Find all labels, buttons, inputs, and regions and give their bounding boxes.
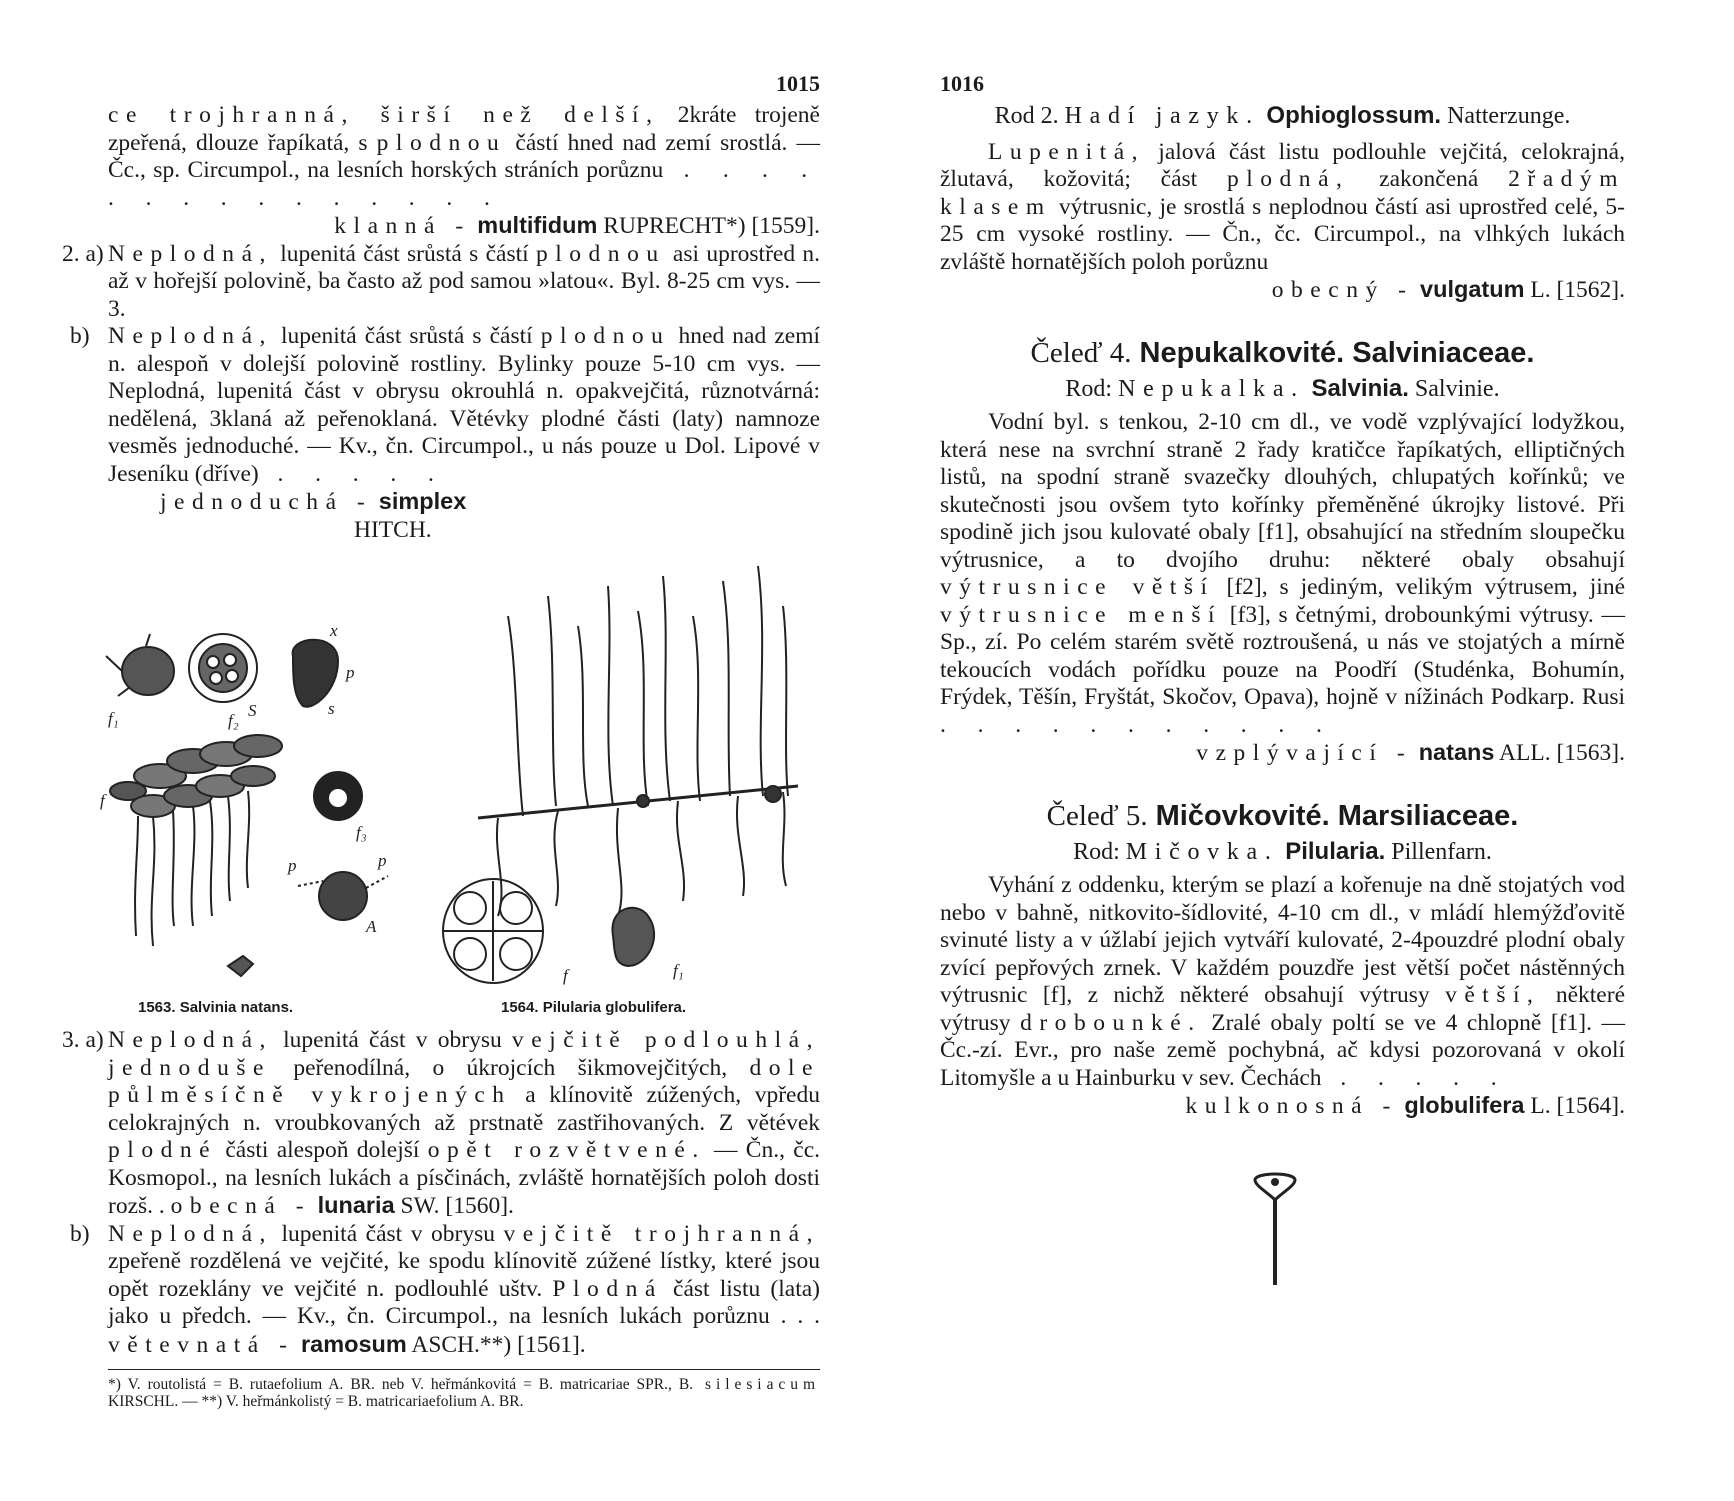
genus-salvinia-heading: Rod: Nepukalka. Salvinia. Salvinie. xyxy=(1065,374,1500,402)
salvinia-illustration xyxy=(98,626,428,986)
fig-label-f-pil: f xyxy=(563,966,568,985)
species-globulifera: kulkonosná - globulifera L. [1564]. xyxy=(1185,1092,1625,1119)
multifidum-paragraph: ce trojhranná, širší než delší, 2kráte trojeně zpeřená, dlouze řapíkatá, s plodnou částí hned nad zemí srostlá. — Čc., sp. Circumpol., na lesních horských stráních porůznu . . . . . . . . . . . . . . . xyxy=(108,102,820,211)
fig-label-f3: f₃ xyxy=(356,823,367,842)
left-page xyxy=(62,70,820,1410)
key-item-3a: 3. a) Neplodná, lupenitá část v obrysu vejčitě podlouhlá, jednoduše peřenodílná, o úkrojcích šikmovejčitých, dole půlměsíčně vykrojených a klínovitě zúžených, vpředu celokrajných n. vroubkovaných až prstnatě zastřihovaných. Z větévek plodné části alespoň dolejší opět rozvětvené. — Čn., čc. Kosmopol., na lesních lukách a písčinách, zvláště hornatějších poloh dosti rozš. . obecná - lunaria SW. [1560]. xyxy=(62,1027,820,1219)
genus-ophioglossum-heading: Rod 2. Hadí jazyk. Ophioglossum. Natterzunge. xyxy=(994,102,1571,129)
ophioglossum-paragraph: Lupenitá, jalová část listu podlouhle vejčitá, celokrajná, žlutavá, kožovitá; část plodná, zakončená 2řadým klasem výtrusnic, je srostlá s neplodnou částí asi uprostřed celé, 5-25 cm vysoké rostliny. — Čn., čc. Circumpol., na vlhkých lukách zvláště hornatějších poloh porůznu xyxy=(940,138,1625,275)
family-marsiliaceae-heading: Čeleď 5. Mičovkovité. Marsiliaceae. xyxy=(1046,799,1519,832)
fig-label-f: f xyxy=(100,791,105,810)
pilularia-illustration xyxy=(438,556,818,986)
salvinia-paragraph: Vodní byl. s tenkou, 2-10 cm dl., ve vodě vzplývající lodyžkou, která nese na svrchní straně 2 řady kratičce řapíkatých, elliptičných listů, na spodní straně svazečky dlouhých, chlupatých kořínků; ve skutečnosti jsou ovšem tyto kořínky přeměněné úkrojky listové. Při spodině jich jsou kulovaté obaly [f1], obsahující na středním sloupečku výtrusnice, a to dvojího druhu: některé obaly obsahují výtrusnice větší [f2], s jediným, velikým výtrusem, jiné výtrusnice menší [f3], s četnými, drobounkými výtrusy. — Sp., zí. Po celém starém světě roztroušená, u nás ve stojatých a mírně tekoucích vodách pořídku pouze na Poodří (Studénka, Bohumín, Frýdek, Těšín, Fryštát, Skočov, Opava), hojně v nížinách Podkarp. Rusi . . . . . . . . . . . xyxy=(940,409,1626,738)
footnotes: *) V. routolistá = B. rutaefolium A. BR. neb V. heřmánkovitá = B. matricariae SPR., B. silesiacum KIRSCHL. — **) V. heřmánkolistý = B. matricariaefolium A. BR. xyxy=(108,1369,820,1410)
species-simplex: jednoduchá - simplex xyxy=(160,488,467,515)
species-vulgatum: obecný - vulgatum L. [1562]. xyxy=(1271,276,1625,303)
pilularia-paragraph: Vyhání z oddenku, kterým se plazí a kořenuje na dně stojatých vod nebo v bahně, nitkovito-šídlovité, 4-10 cm dl., v mládí hlemýžďovitě svinuté listy a v úžlabí jejich vytváří kulovaté, 2-4pouzdré plodní obaly zvící pepřových zrnek. V každém pouzdře jest větší počet nástěnných výtrusnic [f], z nichž některé obsahují výtrusy větší, některé výtrusy drobounké. Zralé obaly poltí se ve 4 chlopně [f1]. — Čc.-zí. Evr., pro naše země pochybná, ač kdysi pozorovaná v okolí Litomyšle a u Hainburku v sev. Čechách . . . . . xyxy=(940,872,1625,1091)
tail-ornament-icon xyxy=(1250,1170,1300,1290)
fig-label-f1-pil: f₁ xyxy=(673,961,684,980)
fig-label-x: x xyxy=(330,626,338,640)
key-item-2b: b) Neplodná, lupenitá část srůstá s částí plodnou hned nad zemí n. alespoň v dolejší polovině rostliny. Bylinky pouze 5-10 cm vys. — Neplodná, lupenitá část v obrysu okrouhlá n. opakvejčitá, různotvárná: nedělená, 3klaná až peřenoklaná. Větévky plodné části (laty) namnoze vesměs jednoduché. — Kv., čn. Circumpol., u nás pouze u Dol. Lipové v Jeseníku (dříve) . . . . . xyxy=(70,323,820,487)
fig-label-f1: f₁ xyxy=(108,709,119,728)
fig-label-p2: p xyxy=(288,856,297,875)
page-number-right: 1016 xyxy=(940,71,984,96)
key-item-2a: 2. a) Neplodná, lupenitá část srůstá s částí plodnou asi uprostřed n. až v hořejší polovině, ba často až pod samou »latou«. Byl. 8-25 cm vys. — 3. xyxy=(62,240,820,322)
figures-block xyxy=(100,556,820,1021)
page-number: 1015 xyxy=(776,71,820,96)
fig-label-s: s xyxy=(328,699,335,718)
caption-pilularia: 1564. Pilularia globulifera. xyxy=(501,999,687,1016)
caption-salvinia: 1563. Salvinia natans. xyxy=(138,999,294,1016)
family-salviniaceae-heading: Čeleď 4. Nepukalkovité. Salviniaceae. xyxy=(1030,336,1535,369)
key-item-3b: b) Neplodná, lupenitá část v obrysu vejčitě trojhranná, zpeřeně rozdělená ve vejčité, ke spodu klínovitě zúžené lístky, které jsou opět rozeklány ve vejčité n. podlouhlé uštv. Plodná část listu (lata) jako u předch. — Kv., čn. Circumpol., na lesních lukách porůznu . . . větevnatá - ramosum ASCH.**) [1561]. xyxy=(70,1220,820,1358)
fig-label-p3: p xyxy=(378,851,387,870)
fig-label-A: A xyxy=(366,917,377,936)
fig-label-f2: f₂ xyxy=(228,711,239,730)
species-multifidum: klanná - multifidum RUPRECHT*) [1559]. xyxy=(334,212,820,239)
genus-pilularia-heading: Rod: Mičovka. Pilularia. Pillenfarn. xyxy=(1073,837,1492,865)
fig-label-S: S xyxy=(248,701,257,720)
species-simplex-author: HITCH. xyxy=(354,516,432,543)
fig-label-p: p xyxy=(346,663,355,682)
right-page xyxy=(940,70,1625,1121)
species-natans: vzplývající - natans ALL. [1563]. xyxy=(1196,739,1625,766)
